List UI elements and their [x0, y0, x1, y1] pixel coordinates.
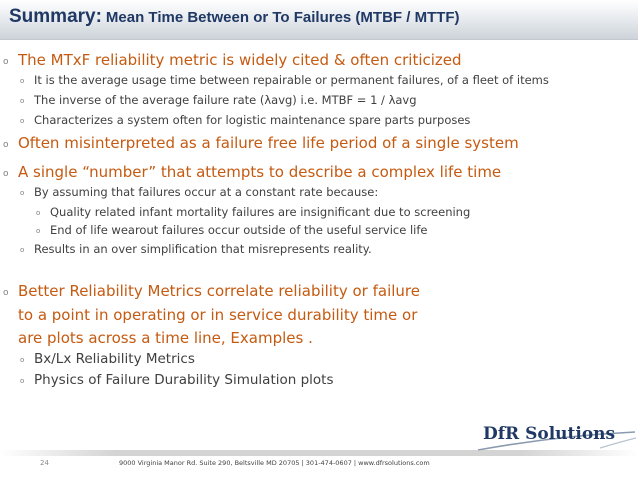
bullet-marker: o: [20, 77, 25, 85]
bullet-marker: o: [20, 189, 25, 197]
page-number: 24: [40, 459, 49, 467]
bullet-text: By assuming that failures occur at a constant rate because:: [34, 185, 379, 199]
bullet-text: The inverse of the average failure rate (λavg) i.e. MTBF = 1 / λavg: [34, 93, 417, 107]
bullet-text: A single “number” that attempts to describe a complex life time: [18, 163, 502, 181]
bullet-marker: o: [20, 377, 25, 385]
bullet-marker: o: [3, 57, 9, 67]
slide-title: [9, 6, 460, 28]
title-lead: Summary:: [9, 6, 102, 27]
bullet-text: Better Reliability Metrics correlate reliability or failure: [18, 282, 420, 300]
bullet-text: Often misinterpreted as a failure free life period of a single system: [18, 134, 519, 152]
bullet-text: Results in an over simplification that misrepresents reality.: [34, 242, 372, 256]
bullet-text: It is the average usage time between repairable or permanent failures, of a fleet of items: [34, 73, 549, 87]
bullet-marker: o: [20, 117, 25, 125]
bullet-marker: o: [3, 140, 9, 150]
bullet-text: Bx/Lx Reliability Metrics: [34, 351, 195, 367]
bullet-text: Quality related infant mortality failures are insignificant due to screening: [50, 205, 471, 219]
bullet-text: Characterizes a system often for logistic maintenance spare parts purposes: [34, 113, 471, 127]
bullet-marker: o: [20, 356, 25, 364]
bullet-marker: o: [36, 209, 41, 217]
bullet-marker: o: [36, 227, 41, 235]
company-logo: DfR Solutions: [483, 424, 616, 444]
footer-divider: [0, 450, 638, 456]
bullet-text: The MTxF reliability metric is widely cited & often criticized: [18, 51, 462, 69]
bullet-marker: o: [20, 97, 25, 105]
bullet-text: End of life wearout failures occur outside of the useful service life: [50, 223, 428, 237]
bullet-continuation: to a point in operating or in service durability time or: [18, 306, 418, 324]
footer-address: 9000 Virginia Manor Rd. Suite 290, Beltsville MD 20705 | 301-474-0607 | www.dfrsolutions.com: [119, 459, 430, 467]
bullet-marker: o: [3, 288, 9, 298]
title-rest: Mean Time Between or To Failures (MTBF / MTTF): [105, 9, 460, 26]
bullet-marker: o: [3, 169, 9, 179]
bullet-marker: o: [20, 246, 25, 254]
bullet-continuation: are plots across a time line, Examples .: [18, 329, 313, 347]
bullet-text: Physics of Failure Durability Simulation plots: [34, 372, 334, 388]
